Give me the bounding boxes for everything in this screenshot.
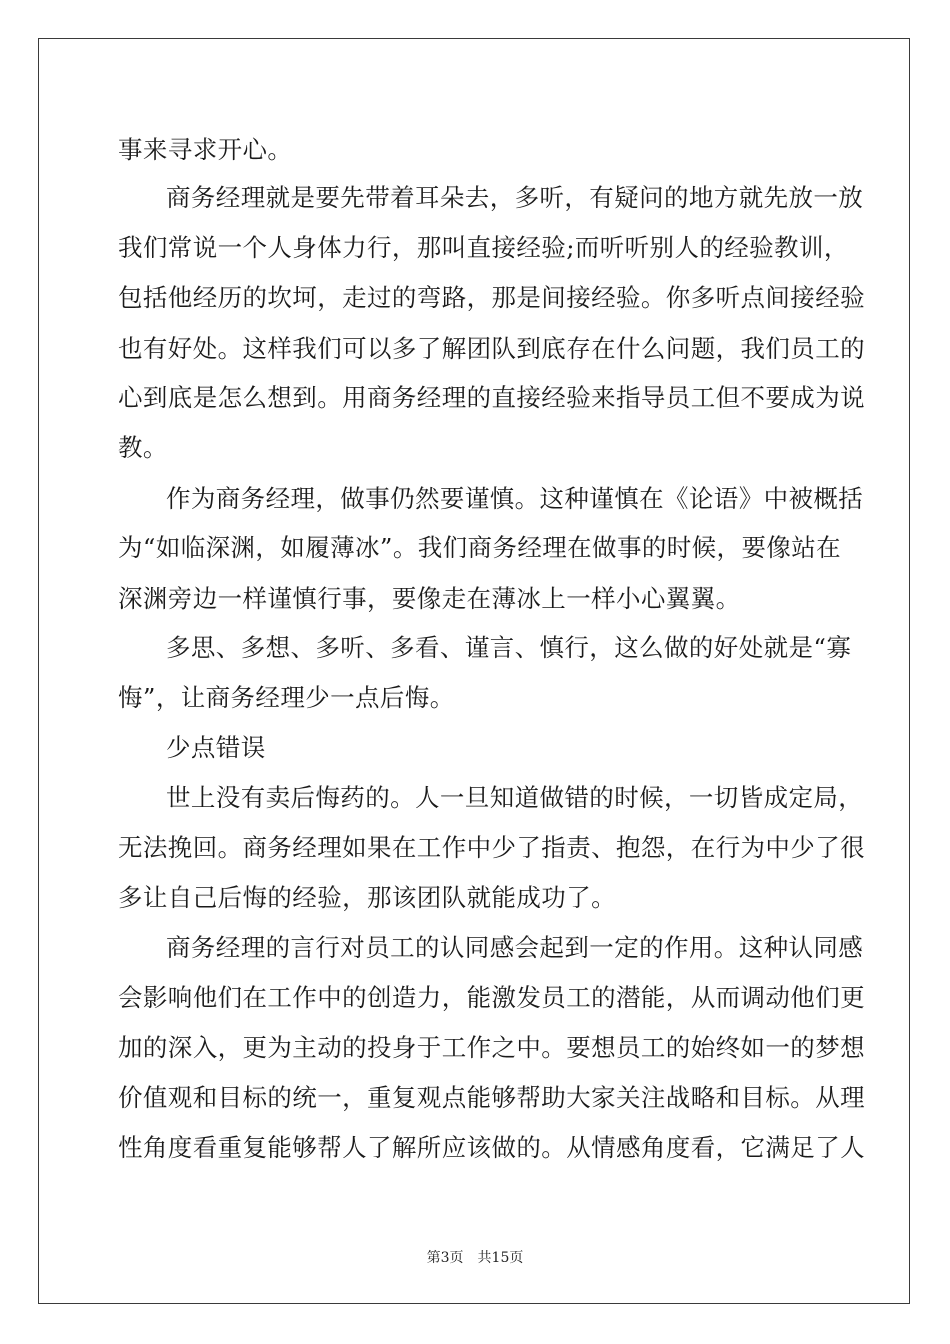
text-line: 世上没有卖后悔药的。人一旦知道做错的时候，一切皆成定局，	[166, 783, 864, 812]
text-line: 商务经理就是要先带着耳朵去，多听，有疑问的地方就先放一放	[166, 183, 864, 212]
text-line: 深渊旁边一样谨慎行事，要像走在薄冰上一样小心翼翼。	[118, 584, 741, 613]
text-line: 性角度看重复能够帮人了解所应该做的。从情感角度看，它满足了人	[118, 1133, 865, 1162]
text-line: 也有好处。这样我们可以多了解团队到底存在什么问题，我们员工的	[118, 334, 865, 363]
text-line: 为“如临深渊，如履薄冰”。我们商务经理在做事的时候，要像站在	[118, 533, 842, 562]
text-line: 加的深入，更为主动的投身于工作之中。要想员工的始终如一的梦想	[118, 1033, 865, 1062]
section-heading: 少点错误	[166, 733, 266, 762]
text-line: 商务经理的言行对员工的认同感会起到一定的作用。这种认同感	[166, 933, 864, 962]
page-number: 第3页 共15页	[426, 1250, 524, 1266]
page-border	[38, 38, 910, 1304]
text-line: 心到底是怎么想到。用商务经理的直接经验来指导员工但不要成为说	[118, 383, 865, 412]
text-line: 作为商务经理，做事仍然要谨慎。这种谨慎在《论语》中被概括	[166, 484, 864, 513]
text-line: 包括他经历的坎坷，走过的弯路，那是间接经验。你多听点间接经验	[118, 283, 865, 312]
text-line: 多思、多想、多听、多看、谨言、慎行，这么做的好处就是“寡	[166, 633, 852, 662]
text-line: 我们常说一个人身体力行，那叫直接经验;而听听别人的经验教训，	[118, 233, 849, 262]
text-line: 悔”，让商务经理少一点后悔。	[118, 683, 455, 712]
text-line: 教。	[118, 433, 168, 462]
text-line: 事来寻求开心。	[118, 135, 293, 164]
text-line: 无法挽回。商务经理如果在工作中少了指责、抱怨，在行为中少了很	[118, 833, 865, 862]
text-line: 价值观和目标的统一，重复观点能够帮助大家关注战略和目标。从理	[118, 1083, 865, 1112]
text-line: 多让自己后悔的经验，那该团队就能成功了。	[118, 883, 616, 912]
text-line: 会影响他们在工作中的创造力，能激发员工的潜能，从而调动他们更	[118, 983, 865, 1012]
